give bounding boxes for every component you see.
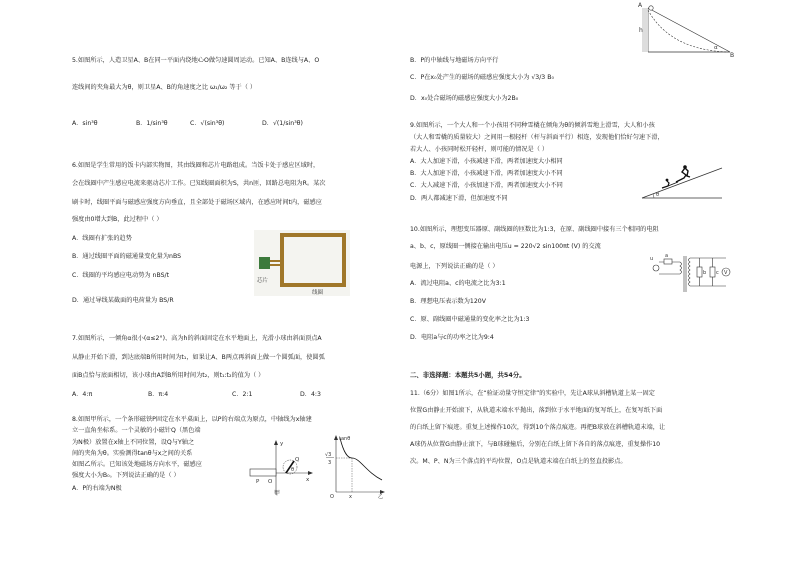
graph-y-axis-label: tanθ — [339, 436, 351, 442]
q10-line-2: a、b、c，原线圈一侧接在输出电压u = 220√2 sin100πt (V) 的交流 — [410, 243, 601, 250]
q7-line-3: 面B点恰与底面相切，该小球由A到B所用时间为t₂，则t₁:t₂的值为（ ） — [72, 372, 265, 379]
meal-card-figure — [254, 230, 350, 296]
incline-arc-figure — [630, 0, 736, 58]
q7-option-b: B．π:4 — [148, 391, 169, 398]
q10-line-3: 电源上，下列说法正确的是（ ） — [410, 263, 499, 270]
q6-line-1: 6.如图是学生常用的饭卡内部实物图，其由线圈和芯片电路组成。当饭卡处于感应区域时， — [72, 162, 320, 169]
coil-label: 线圈 — [312, 290, 324, 296]
q8-option-b: B．P的中轴线与地磁场方向平行 — [410, 57, 499, 64]
jia-origin-label: O — [268, 479, 273, 485]
q10-line-1: 10.如图所示，理想变压器原、副线圈的匝数比为1:3，在原、副线圈中接有三个相同的电阻 — [410, 226, 659, 233]
q6-line-2: 会在线圈中产生感应电流来驱动芯片工作。已知线圈面积为S，共n匝，回路总电阻为R。某次 — [72, 180, 326, 187]
q7-option-c: C．2:1 — [232, 391, 253, 398]
angle-theta-label: θ — [291, 467, 295, 473]
q9-line-3: 若大人、小孩同时松开轻杆，则可能的情况是（ ） — [410, 146, 549, 153]
secondary-coil — [689, 258, 691, 286]
q10-option-a: A．流过电阻a、c的电流之比为3:1 — [410, 280, 506, 287]
q6-option-a: A．线圈有扩张的趋势 — [72, 235, 132, 242]
jia-x-label: x — [306, 477, 310, 483]
q10-option-b: B．理想电压表示数为120V — [410, 298, 486, 305]
q8-option-c: C．P在x₀处产生的磁场的磁感应强度大小为 √3/3 B₀ — [410, 74, 554, 81]
card-chip — [259, 257, 270, 269]
q9-line-1: 9.如图所示，一个大人和一个小孩用不同种雪橇在倾角为θ的倾斜雪地上滑雪，大人和小孩 — [410, 122, 655, 129]
q11-line-5: 次。M、P、N为三个落点的平均位置，O点是轨道末端在白纸上的竖直投影点。 — [410, 458, 627, 465]
graph-sqrt3-tick: √3 — [325, 452, 332, 458]
bar-magnet-p — [250, 469, 276, 476]
sled-incline-figure — [640, 158, 726, 204]
q11-line-1: 11.（6分）如图1所示，在“验证动量守恒定律”的实验中，先让A球从斜槽轨道上某一固定 — [410, 390, 655, 397]
q10-option-c: C．原、副线圈中磁通量的变化率之比为1:3 — [410, 316, 530, 323]
incline-theta-label: θ — [656, 192, 660, 198]
magnet-p-label: P — [256, 479, 260, 485]
angle-alpha-label: α — [714, 45, 718, 51]
graph-x-axis-label: 乙 — [378, 494, 384, 500]
resistor-c — [710, 267, 715, 277]
ball-at-a — [649, 6, 653, 10]
q7-line-1: 7.如图所示，一倾角α很小(α≤2°)、高为h的斜面固定在水平地面上，光滑小球由斜面顶点A — [72, 335, 322, 342]
q5-option-c: C．√(sin³θ) — [190, 120, 225, 127]
q5-line-2: 连线间的夹角最大为θ，则卫星A、B的角速度之比 ω₁/ω₂ 等于（ ） — [72, 84, 257, 91]
q8-line-6: 强度大小为B₀。下列说法正确的是（ ） — [72, 472, 180, 479]
transformer-circuit-figure — [650, 248, 732, 300]
adult-sled — [676, 165, 690, 182]
graph-x0-label: x — [349, 494, 352, 500]
q9-option-b: B．大人加速下滑，小孩减速下滑，两者加速度大小不同 — [410, 170, 563, 177]
q7-option-a: A．4:π — [72, 391, 93, 398]
q11-line-3: 的白纸上留下痕迹。重复上述操作10次，得到10个落点痕迹。再把B球放在斜槽轨道末端，让 — [410, 424, 666, 431]
q9-option-d: D．两人都减速下滑，但加速度不同 — [410, 195, 508, 202]
figure-jia-caption: 甲 — [274, 490, 281, 497]
child-sled — [662, 179, 669, 188]
q11-line-2: 位置G由静止开始滚下，从轨道末端水平抛出，落到位于水平地面的复写纸上，在复写纸下面 — [410, 407, 663, 414]
q8-line-2: 立一直角坐标系。一个灵敏的小磁针Q（黑色端 — [72, 427, 201, 434]
q7-option-d: D．4:3 — [300, 391, 321, 398]
primary-coil — [680, 262, 682, 274]
q6-option-d: D．通过导线某截面的电荷量为 BS/R — [72, 297, 174, 304]
source-u-label: u — [650, 256, 654, 262]
q9-option-c: C．大人减速下滑，小孩加速下滑，两者加速度大小不同 — [410, 182, 563, 189]
q5-line-1: 5.如图所示，人造卫星A、B在同一平面内绕地心O做匀速圆周运动。已知A、B连线与A、O — [72, 57, 320, 64]
jia-y-label: y — [280, 441, 284, 447]
tan-theta-graph-yi — [322, 432, 388, 504]
tan-theta-curve — [340, 438, 382, 480]
q8-line-3: 为N极）放置在x轴上不同位置，设Q与Y轴之 — [72, 439, 195, 446]
q5-option-b: B．1/sin³θ — [136, 120, 168, 127]
q6-option-c: C．线圈的平均感应电动势为 nBS/t — [72, 272, 170, 279]
height-h-label: h — [639, 27, 643, 34]
resistor-b — [697, 267, 702, 277]
q9-line-2: （大人和雪橇的质量较大）之间用一根轻杆（杆与斜面平行）相连，发现他们恰好匀速下滑， — [410, 134, 664, 141]
q6-line-4: 强度由0增大到B，此过程中（ ） — [72, 216, 163, 223]
q6-line-3: 刷卡时，线圈平面与磁感应强度方向垂直，且全部处于磁场区域内，在感应时间t内，磁感应 — [72, 199, 322, 206]
graph-origin-label: O — [330, 494, 334, 500]
q8-option-a: A．P的右端为N极 — [72, 485, 122, 492]
magnet-figure-jia — [246, 437, 314, 499]
q10-option-d: D．电阻a与c的功率之比为9:4 — [410, 334, 494, 341]
q5-option-d: D．√(1/sin³θ) — [262, 120, 303, 127]
q8-option-d: D．x₀处合磁场的磁感应强度大小为2B₀ — [410, 95, 519, 102]
q8-line-4: 间的夹角为θ。实验测得tanθ与x之间的关系 — [72, 450, 193, 457]
q11-line-4: A球仍从位置G由静止滚下，与B球碰撞后，分别在白纸上留下各自的落点痕迹，重复操作10 — [410, 441, 661, 448]
q8-line-5: 如图乙所示。已知该处地磁场方向水平，磁感应 — [72, 461, 202, 468]
q5-option-a: A．sin³θ — [72, 120, 98, 127]
q9-option-a: A．大人加速下滑，小孩减速下滑，两者加速度大小相同 — [410, 158, 563, 165]
resistor-a — [664, 259, 672, 264]
chip-label: 芯片 — [257, 278, 269, 284]
graph-3-tick: 3 — [328, 460, 332, 466]
resistor-a-label: a — [665, 253, 669, 259]
point-a-label: A — [638, 2, 643, 9]
voltmeter-label: V — [724, 270, 728, 276]
q7-line-2: 从静止开始下滑，到达底端B所用时间为t₁，如果让A、B两点再斜面上做一个圆弧面，使圆弧 — [72, 354, 325, 361]
q6-option-b: B．通过线圈平面的磁通量变化量为nBS — [72, 253, 182, 260]
resistor-c-label: c — [716, 270, 719, 276]
section-two-heading: 二、非选择题：本题共5小题，共54分。 — [410, 371, 526, 379]
ac-source — [653, 265, 659, 271]
needle-q-label: Q — [295, 457, 300, 463]
q8-line-1: 8.如图甲所示，一个条形磁铁P固定在水平桌面上，以P的右端点为原点，中轴线为x轴建 — [72, 416, 312, 423]
point-b-label: B — [730, 52, 735, 58]
resistor-b-label: b — [703, 270, 707, 276]
